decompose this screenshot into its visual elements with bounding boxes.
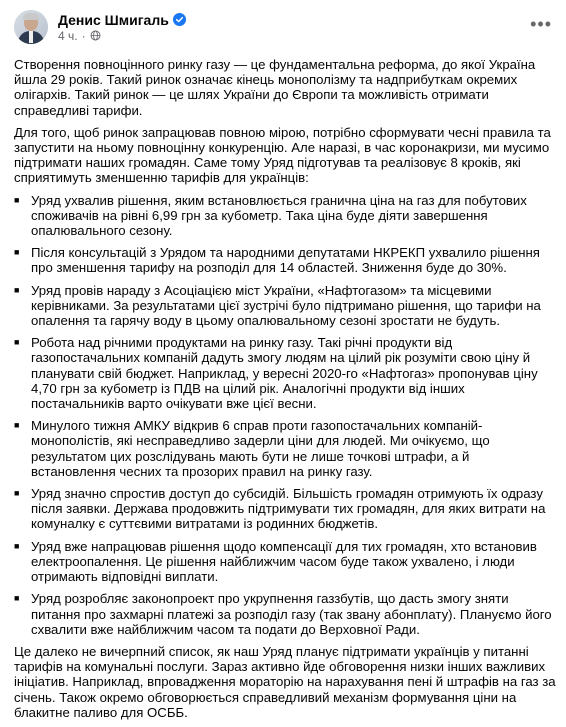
separator-dot: · — [81, 28, 86, 43]
more-options-icon[interactable]: ••• — [530, 14, 552, 34]
author-name[interactable]: Денис Шмигаль — [58, 11, 169, 28]
post-time-row — [58, 29, 186, 43]
intro-paragraph-2: Для того, щоб ринок запрацював повною мірою, потрібно сформувати чесні правила та запустити на ньому повноцінну конкуренцію. Але наразі, в час коронакризи, ми мусимо підтримати наших громадян. Саме тому Уряд підготував та реалізовує 8 кроків, які сприятимуть зменшенню тарифів для українців: — [14, 124, 551, 186]
list-item — [14, 335, 556, 411]
bullet-square-icon: ■ — [14, 247, 20, 258]
globe-icon — [90, 30, 101, 41]
bullet-square-icon: ■ — [14, 337, 20, 348]
bullet-square-icon: ■ — [14, 420, 20, 431]
bullet-square-icon: ■ — [14, 593, 20, 604]
bullet-square-icon: ■ — [14, 194, 20, 205]
bullet-square-icon: ■ — [14, 540, 20, 551]
list-item — [14, 591, 556, 637]
bullet-square-icon: ■ — [14, 488, 20, 499]
list-item-text: Уряд провів нараду з Асоціацією міст України, «Нафтогазом» та місцевими керівниками. За результатами цієї зустрічі було підтримано рішення, що тарифи на опалення та гарячу воду в цьому опалювальному сезоні зростати не будуть. — [31, 282, 541, 329]
verified-badge-icon — [173, 13, 186, 26]
list-item-text: Уряд ухвалив рішення, яким встановлюється гранична ціна на газ для побутових споживачів на рівні 6,99 грн за кубометр. Така ціна буде діяти завершення опалювального сезону. — [31, 192, 527, 239]
post-meta — [58, 12, 186, 43]
list-item-text: Уряд значно спростив доступ до субсидій. Більшість громадян отримують їх одразу після заявки. Держава продовжить підтримувати тих громадян, для яких витрати на комуналку є суттєвими витратами із родинних бюджетів. — [31, 486, 546, 532]
list-item-text: Уряд розробляє законопроект про укрупнення газзбутів, що дасть змогу зняти питання про захмарні платежі за розподіл газу (так звану абонплату). Плануємо його схвалити вже найближчим часом та подати до Верховної Ради. — [31, 591, 552, 637]
post-timestamp[interactable]: 4 ч. — [58, 28, 78, 43]
list-item-text: Робота над річними продуктами на ринку газу. Такі річні продукти від газопостачальних компаній дадуть змогу людям на цілий рік розуміти свою ціну й планувати свій бюджет. Наприклад, у вересні 2020-го «Нафтогаз» пропонував ціну 4,70 грн за кубометр із ПДВ на цілий рік. Аналогічні продукти від інших постачальників варто очікувати вже цієї весни. — [31, 335, 538, 412]
author-row — [58, 12, 186, 28]
list-item — [14, 193, 556, 239]
post-text — [14, 57, 556, 727]
list-item — [14, 539, 556, 585]
outro-paragraph: Це далеко не вичерпний список, як наш Уряд планує підтримати українців у питанні тарифів на комунальні послуги. Зараз активно йде обговорення низки інших важливих ініціатив. Наприклад, впровадження мораторію на нарахування пені й штрафів на газ за січень. Також окремо обговорюється справедливий механізм формування ціни на блакитне паливо для ОСББ. — [14, 643, 556, 720]
list-item — [14, 486, 556, 532]
intro-paragraph-1: Створення повноцінного ринку газу — це фундаментальна реформа, до якої Україна йшла 29 років. Такий ринок означає кінець монополізму та надприбуткам окремих олігархів. Такий ринок — це шлях України до Європи та можливість отримати справедливі тарифи. — [14, 57, 536, 118]
list-item-text: Після консультацій з Урядом та народними депутатами НКРЕКП ухвалило рішення про зменшення тарифу на розподіл для 14 областей. Зниження буде до 30%. — [31, 245, 540, 276]
list-item-text: Уряд вже напрацював рішення щодо компенсації для тих громадян, хто встановив електроопалення. Це рішення найближчим часом буде також ухвалено, і люди отримають відповідні виплати. — [31, 538, 537, 585]
list-item — [14, 245, 556, 275]
list-item — [14, 418, 556, 479]
bullet-square-icon: ■ — [14, 284, 20, 295]
list-item — [14, 283, 556, 329]
post-header — [14, 9, 186, 45]
avatar[interactable] — [14, 10, 48, 44]
list-item-text: Минулого тижня АМКУ відкрив 6 справ проти газопостачальних компаній-монополістів, які несправедливо задерли ціни для людей. Ми очікуємо, що результатом цих розслідувань мають бути не лише точкові штрафи, а й встановлення чесних та прозорих правил на ринку газу. — [31, 418, 490, 479]
